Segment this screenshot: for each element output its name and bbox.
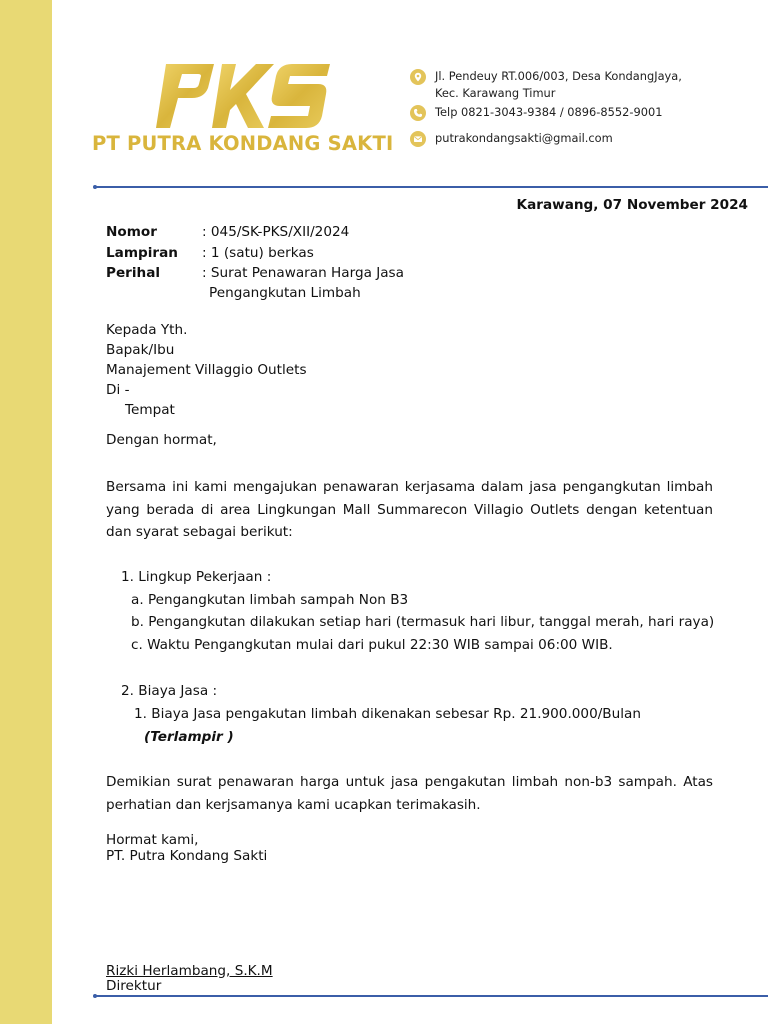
section-2-item-1: 1. Biaya Jasa pengakutan limbah dikenakan sebesar Rp. 21.900.000/Bulan [134, 706, 641, 722]
phone-icon [410, 105, 426, 121]
address-line-1: Jl. Pendeuy RT.006/003, Desa KondangJaya, [435, 69, 682, 83]
address-line-2: Kec. Karawang Timur [435, 86, 556, 100]
location-pin-icon [410, 69, 426, 85]
signer-title: Direktur [106, 978, 162, 994]
email-address[interactable]: putrakondangsakti@gmail.com [435, 131, 613, 145]
recipient-line-4: Di - [106, 382, 130, 398]
signer-name: Rizki Herlambang, S.K.M [106, 963, 273, 979]
recipient-line-1: Kepada Yth. [106, 322, 188, 338]
phone-numbers: Telp 0821-3043-9384 / 0896-8552-9001 [435, 105, 663, 119]
recipient-line-5: Tempat [125, 402, 175, 418]
mail-icon [410, 131, 426, 147]
recipient-line-3: Manajement Villaggio Outlets [106, 362, 307, 378]
pks-logo-mark [152, 62, 332, 130]
email-row [410, 130, 613, 147]
perihal-label: Perihal [106, 265, 161, 281]
signoff-line-2: PT. Putra Kondang Sakti [106, 848, 268, 864]
section-1-heading: 1. Lingkup Pekerjaan : [121, 569, 272, 585]
recipient-line-2: Bapak/Ibu [106, 342, 175, 358]
intro-paragraph: Bersama ini kami mengajukan penawaran kerjasama dalam jasa pengangkutan limbah yang berada di area Lingkungan Mall Summarecon Villagio Outlets dengan ketentuan dan syarat sebagai berikut: [106, 479, 713, 540]
phone-row [410, 104, 663, 121]
address-row [410, 68, 682, 102]
lampiran-value: : 1 (satu) berkas [202, 245, 314, 261]
company-logo [92, 62, 398, 162]
closing-paragraph: Demikian surat penawaran harga untuk jasa pengakutan limbah non-b3 sampah. Atas perhatian dan kerjsamanya kami ucapkan terimakasih. [106, 774, 713, 813]
perihal-value-line-1: : Surat Penawaran Harga Jasa [202, 265, 404, 281]
letter-date: Karawang, 07 November 2024 [516, 197, 748, 213]
section-2-heading: 2. Biaya Jasa : [121, 683, 218, 699]
section-1-item-a: a. Pengangkutan limbah sampah Non B3 [131, 592, 409, 608]
footer-divider [95, 995, 768, 997]
section-1-item-b: b. Pengangkutan dilakukan setiap hari (termasuk hari libur, tanggal merah, hari raya) [131, 614, 715, 630]
header-divider [95, 186, 768, 188]
nomor-label: Nomor [106, 224, 157, 240]
section-1-item-c: c. Waktu Pengangkutan mulai dari pukul 22:30 WIB sampai 06:00 WIB. [131, 637, 613, 653]
signoff-line-1: Hormat kami, [106, 832, 199, 848]
perihal-value-line-2: Pengangkutan Limbah [209, 285, 361, 301]
lampiran-label: Lampiran [106, 245, 178, 261]
greeting: Dengan hormat, [106, 432, 217, 448]
nomor-value: : 045/SK-PKS/XII/2024 [202, 224, 350, 240]
side-color-band [0, 0, 52, 1024]
attachment-note: (Terlampir ) [144, 729, 234, 745]
company-name: PT PUTRA KONDANG SAKTI [92, 132, 394, 155]
